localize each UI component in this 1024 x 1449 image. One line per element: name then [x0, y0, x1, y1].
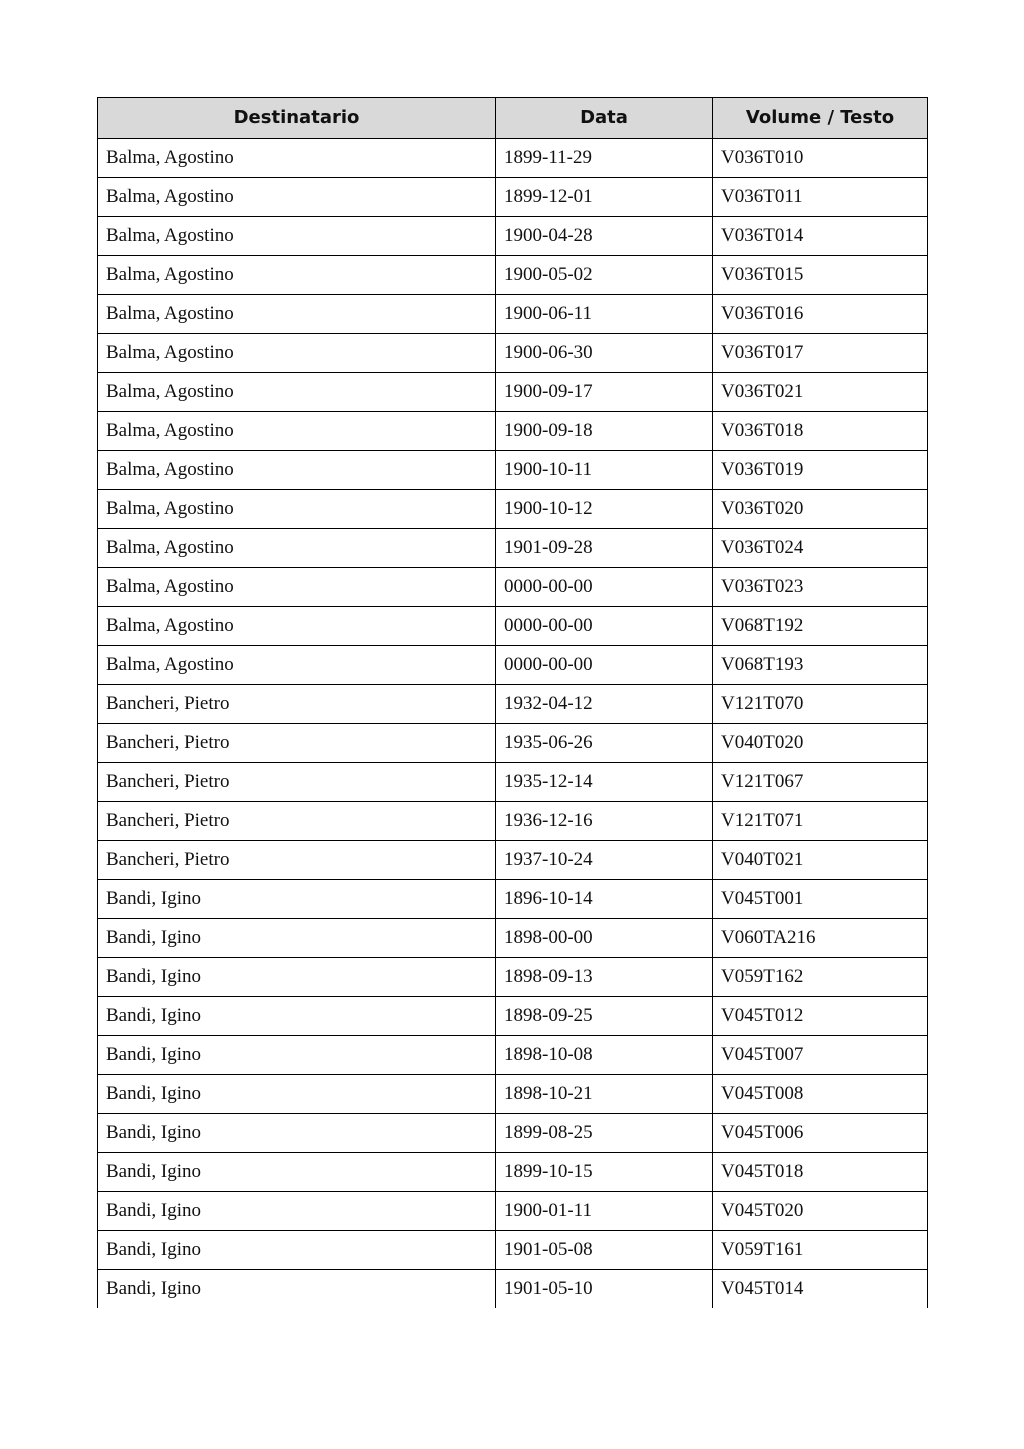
- cell-destinatario: Bandi, Igino: [98, 1075, 496, 1114]
- table-row: [98, 919, 928, 958]
- table-row: [98, 724, 928, 763]
- cell-volume-testo: V040T021: [713, 841, 928, 880]
- table-header-row: [98, 98, 928, 139]
- cell-data: 1899-11-29: [496, 139, 713, 178]
- cell-data: 1900-06-11: [496, 295, 713, 334]
- table-row: [98, 1270, 928, 1309]
- cell-destinatario: Bandi, Igino: [98, 958, 496, 997]
- cell-destinatario: Balma, Agostino: [98, 373, 496, 412]
- cell-volume-testo: V059T162: [713, 958, 928, 997]
- table-row: [98, 568, 928, 607]
- cell-data: 1898-09-25: [496, 997, 713, 1036]
- cell-destinatario: Balma, Agostino: [98, 256, 496, 295]
- cell-destinatario: Bandi, Igino: [98, 919, 496, 958]
- cell-volume-testo: V121T067: [713, 763, 928, 802]
- cell-data: 1898-09-13: [496, 958, 713, 997]
- cell-destinatario: Balma, Agostino: [98, 646, 496, 685]
- table-row: [98, 1192, 928, 1231]
- cell-data: 0000-00-00: [496, 646, 713, 685]
- cell-data: 0000-00-00: [496, 568, 713, 607]
- table-row: [98, 685, 928, 724]
- cell-volume-testo: V068T193: [713, 646, 928, 685]
- table-row: [98, 373, 928, 412]
- cell-destinatario: Bancheri, Pietro: [98, 724, 496, 763]
- cell-destinatario: Balma, Agostino: [98, 451, 496, 490]
- letters-table: [97, 97, 928, 1308]
- cell-destinatario: Bandi, Igino: [98, 1231, 496, 1270]
- table-row: [98, 412, 928, 451]
- cell-destinatario: Balma, Agostino: [98, 529, 496, 568]
- cell-data: 1900-09-17: [496, 373, 713, 412]
- cell-volume-testo: V036T023: [713, 568, 928, 607]
- cell-volume-testo: V121T070: [713, 685, 928, 724]
- cell-destinatario: Balma, Agostino: [98, 607, 496, 646]
- table-row: [98, 607, 928, 646]
- cell-destinatario: Balma, Agostino: [98, 568, 496, 607]
- cell-destinatario: Bandi, Igino: [98, 1270, 496, 1309]
- cell-volume-testo: V036T018: [713, 412, 928, 451]
- table-row: [98, 1075, 928, 1114]
- table-row: [98, 880, 928, 919]
- cell-destinatario: Bandi, Igino: [98, 880, 496, 919]
- cell-volume-testo: V045T012: [713, 997, 928, 1036]
- cell-volume-testo: V036T017: [713, 334, 928, 373]
- cell-data: 1935-12-14: [496, 763, 713, 802]
- header-destinatario: Destinatario: [98, 98, 496, 139]
- cell-volume-testo: V036T015: [713, 256, 928, 295]
- cell-volume-testo: V121T071: [713, 802, 928, 841]
- cell-volume-testo: V036T011: [713, 178, 928, 217]
- cell-destinatario: Bandi, Igino: [98, 1036, 496, 1075]
- table-row: [98, 1153, 928, 1192]
- cell-destinatario: Bandi, Igino: [98, 997, 496, 1036]
- cell-data: 1900-06-30: [496, 334, 713, 373]
- table-row: [98, 1231, 928, 1270]
- table-row: [98, 1036, 928, 1075]
- cell-data: 1932-04-12: [496, 685, 713, 724]
- cell-destinatario: Bancheri, Pietro: [98, 841, 496, 880]
- cell-destinatario: Balma, Agostino: [98, 490, 496, 529]
- cell-destinatario: Balma, Agostino: [98, 412, 496, 451]
- cell-destinatario: Bancheri, Pietro: [98, 685, 496, 724]
- cell-volume-testo: V045T014: [713, 1270, 928, 1309]
- cell-data: 1900-01-11: [496, 1192, 713, 1231]
- cell-volume-testo: V036T016: [713, 295, 928, 334]
- cell-destinatario: Balma, Agostino: [98, 295, 496, 334]
- table-body: [98, 139, 928, 1309]
- table-row: [98, 958, 928, 997]
- table-row: [98, 997, 928, 1036]
- table-row: [98, 217, 928, 256]
- cell-data: 1900-05-02: [496, 256, 713, 295]
- cell-data: 1899-08-25: [496, 1114, 713, 1153]
- cell-data: 1935-06-26: [496, 724, 713, 763]
- table-row: [98, 802, 928, 841]
- table-row: [98, 529, 928, 568]
- cell-data: 0000-00-00: [496, 607, 713, 646]
- table-row: [98, 139, 928, 178]
- cell-data: 1900-09-18: [496, 412, 713, 451]
- cell-data: 1899-12-01: [496, 178, 713, 217]
- cell-volume-testo: V036T024: [713, 529, 928, 568]
- cell-data: 1901-05-08: [496, 1231, 713, 1270]
- cell-data: 1898-10-21: [496, 1075, 713, 1114]
- table-row: [98, 334, 928, 373]
- table-row: [98, 841, 928, 880]
- table-row: [98, 178, 928, 217]
- cell-destinatario: Balma, Agostino: [98, 178, 496, 217]
- cell-data: 1901-05-10: [496, 1270, 713, 1309]
- cell-data: 1937-10-24: [496, 841, 713, 880]
- cell-destinatario: Bandi, Igino: [98, 1114, 496, 1153]
- table-row: [98, 763, 928, 802]
- cell-destinatario: Balma, Agostino: [98, 139, 496, 178]
- table-row: [98, 490, 928, 529]
- cell-volume-testo: V045T018: [713, 1153, 928, 1192]
- table-row: [98, 295, 928, 334]
- cell-data: 1900-04-28: [496, 217, 713, 256]
- cell-volume-testo: V059T161: [713, 1231, 928, 1270]
- cell-volume-testo: V036T021: [713, 373, 928, 412]
- cell-destinatario: Balma, Agostino: [98, 217, 496, 256]
- cell-data: 1900-10-12: [496, 490, 713, 529]
- cell-volume-testo: V045T008: [713, 1075, 928, 1114]
- cell-destinatario: Bandi, Igino: [98, 1153, 496, 1192]
- cell-volume-testo: V036T020: [713, 490, 928, 529]
- cell-data: 1899-10-15: [496, 1153, 713, 1192]
- cell-data: 1900-10-11: [496, 451, 713, 490]
- table-row: [98, 1114, 928, 1153]
- table-row: [98, 646, 928, 685]
- cell-volume-testo: V060TA216: [713, 919, 928, 958]
- header-volume-testo: Volume / Testo: [713, 98, 928, 139]
- cell-data: 1898-00-00: [496, 919, 713, 958]
- cell-volume-testo: V036T010: [713, 139, 928, 178]
- cell-destinatario: Bancheri, Pietro: [98, 763, 496, 802]
- table-row: [98, 256, 928, 295]
- cell-destinatario: Balma, Agostino: [98, 334, 496, 373]
- cell-volume-testo: V045T007: [713, 1036, 928, 1075]
- cell-destinatario: Bancheri, Pietro: [98, 802, 496, 841]
- cell-volume-testo: V036T019: [713, 451, 928, 490]
- cell-volume-testo: V045T001: [713, 880, 928, 919]
- cell-data: 1936-12-16: [496, 802, 713, 841]
- table-row: [98, 451, 928, 490]
- cell-volume-testo: V045T006: [713, 1114, 928, 1153]
- cell-data: 1898-10-08: [496, 1036, 713, 1075]
- cell-data: 1896-10-14: [496, 880, 713, 919]
- header-data: Data: [496, 98, 713, 139]
- cell-volume-testo: V068T192: [713, 607, 928, 646]
- cell-data: 1901-09-28: [496, 529, 713, 568]
- cell-volume-testo: V036T014: [713, 217, 928, 256]
- cell-volume-testo: V045T020: [713, 1192, 928, 1231]
- cell-volume-testo: V040T020: [713, 724, 928, 763]
- cell-destinatario: Bandi, Igino: [98, 1192, 496, 1231]
